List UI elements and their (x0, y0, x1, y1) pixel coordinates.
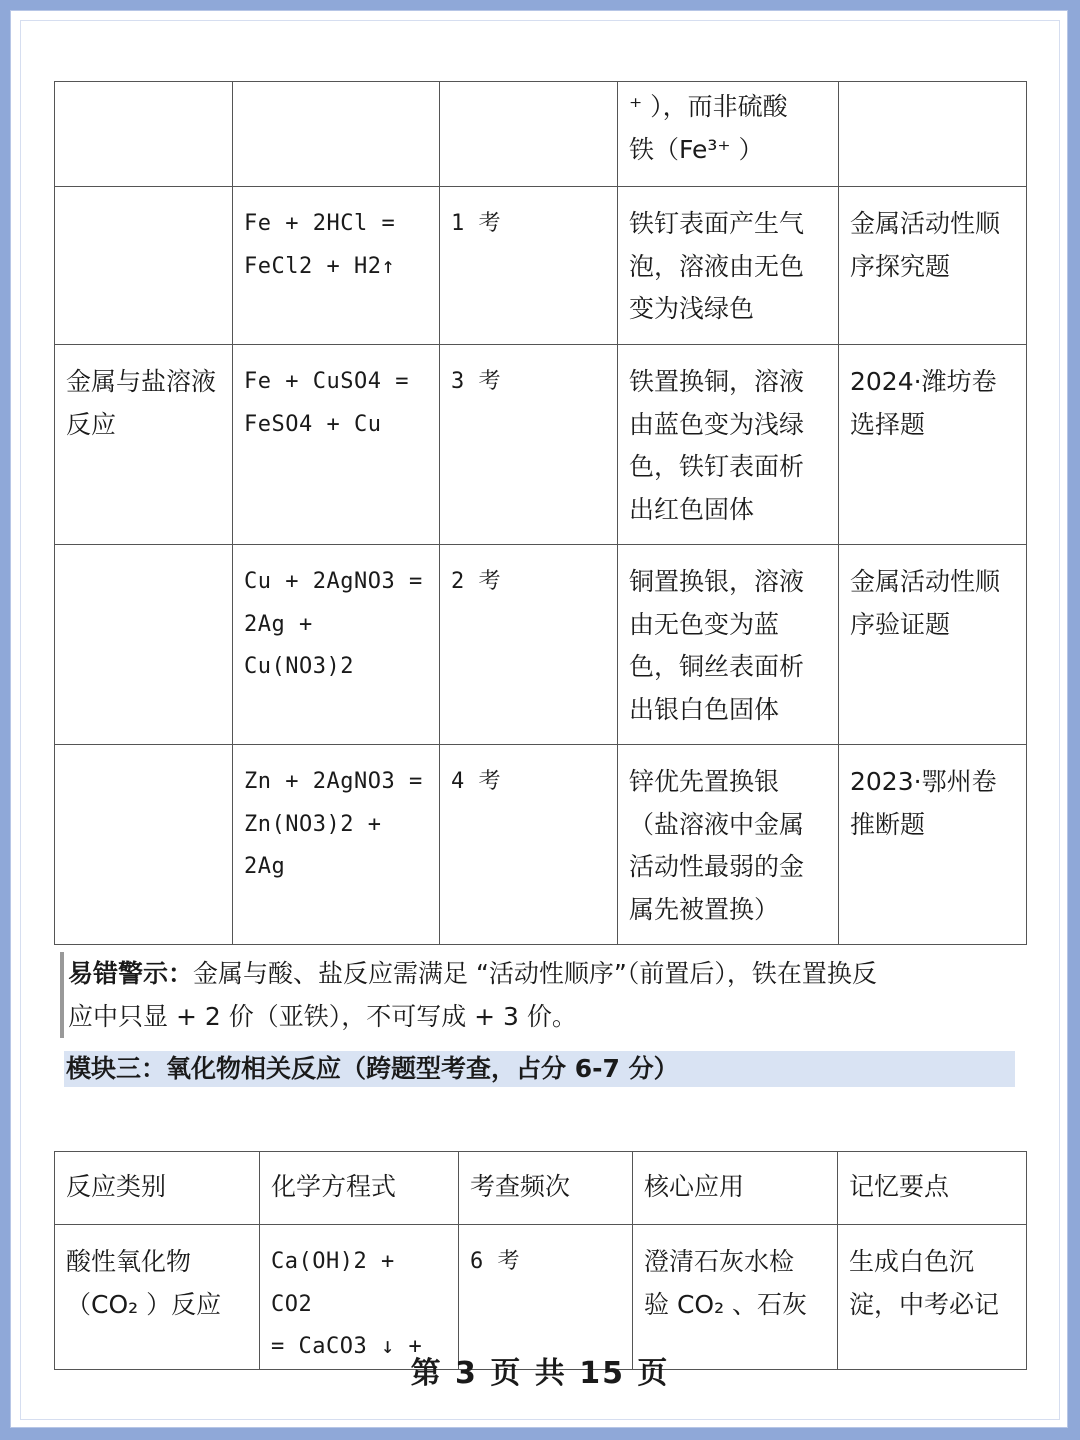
equation-line: Cu(NO3)2 (244, 654, 354, 679)
header-cell-memory: 记忆要点 (838, 1152, 1027, 1225)
application-line: 色，铁钉表面析 (629, 452, 805, 481)
memory-cell (839, 187, 1027, 345)
memory-line: 序验证题 (850, 609, 951, 639)
table-row (55, 545, 1027, 745)
equation-cell (233, 345, 440, 545)
category-line: （CO₂ ）反应 (66, 1289, 222, 1319)
application-line: 活动性最弱的金 (629, 852, 805, 881)
equation-cell (233, 745, 440, 945)
memory-line: 2024·潍坊卷 (850, 367, 997, 396)
equation-line: = CaCO3 ↓ + (271, 1334, 423, 1359)
application-line: 铁置换铜，溶液 (629, 367, 805, 396)
application-line: （盐溶液中金属 (629, 809, 805, 839)
header-cell-equation: 化学方程式 (260, 1152, 459, 1225)
application-cell (618, 745, 839, 945)
memory-line: 金属活动性顺 (850, 567, 1001, 596)
application-cell (618, 82, 839, 187)
equation-line: FeCl2 + H2↑ (244, 253, 396, 279)
equation-line: Fe + 2HCl = (244, 211, 396, 236)
table-row (55, 345, 1027, 545)
reaction-table-metals (54, 81, 1027, 945)
frequency-cell: 1 考 (440, 187, 618, 345)
memory-line: 淀，中考必记 (849, 1289, 1000, 1319)
memory-line: 推断题 (850, 809, 926, 839)
equation-line: Fe + CuSO4 = (244, 369, 409, 394)
warning-line: 应中只显 + 2 价（亚铁），不可写成 + 3 价。 (68, 1002, 577, 1031)
category-cell (55, 745, 233, 945)
table-row (55, 82, 1027, 187)
application-line: 变为浅绿色 (629, 294, 755, 323)
memory-cell (839, 82, 1027, 187)
reaction-table-oxides (54, 1151, 1027, 1370)
application-line: 铁（Fe³⁺ ） (629, 134, 764, 164)
application-line: 出银白色固体 (629, 694, 780, 724)
module-heading: 模块三：氧化物相关反应（跨题型考查，占分 6-7 分） (64, 1051, 1015, 1087)
application-cell (618, 345, 839, 545)
warning-line (68, 952, 1028, 995)
warning-label: 易错警示： (68, 959, 194, 988)
equation-cell (233, 545, 440, 745)
equation-cell (233, 187, 440, 345)
application-line: 出红色固体 (629, 494, 755, 524)
memory-line: 金属活动性顺 (850, 209, 1001, 238)
frequency-cell (440, 82, 618, 187)
application-cell (618, 545, 839, 745)
application-line: 由无色变为蓝 (629, 609, 780, 639)
memory-line: 选择题 (850, 409, 926, 439)
application-line: 验 CO₂ 、石灰 (644, 1289, 808, 1319)
application-line: 锌优先置换银 (629, 767, 780, 796)
equation-line: Zn(NO3)2 + (244, 811, 382, 837)
equation-cell (233, 82, 440, 187)
error-warning-note (60, 952, 1028, 1038)
memory-cell (839, 745, 1027, 945)
application-line: 泡，溶液由无色 (629, 251, 805, 281)
frequency-cell: 3 考 (440, 345, 618, 545)
application-cell (618, 187, 839, 345)
equation-line: Zn + 2AgNO3 = (244, 769, 423, 794)
application-line: 色，铜丝表面析 (629, 652, 805, 681)
header-cell-frequency: 考查频次 (459, 1152, 633, 1225)
category-cell (55, 187, 233, 345)
header-cell-application: 核心应用 (633, 1152, 838, 1225)
category-cell: 金属与盐溶液反应 (55, 345, 233, 545)
table-row (55, 187, 1027, 345)
equation-line: 2Ag (244, 854, 286, 879)
application-line: 铁钉表面产生气 (629, 209, 805, 238)
memory-cell (839, 545, 1027, 745)
category-cell (55, 82, 233, 187)
memory-line: 生成白色沉 (849, 1247, 975, 1276)
warning-text: 金属与酸、盐反应需满足 “活动性顺序”（前置后），铁在置换反 (193, 959, 877, 988)
table-row (55, 745, 1027, 945)
table-header-row (55, 1152, 1027, 1225)
equation-line: 2Ag + (244, 611, 313, 637)
category-line: 酸性氧化物 (66, 1247, 192, 1276)
application-line: 属先被置换） (629, 894, 780, 924)
header-cell-category: 反应类别 (55, 1152, 260, 1225)
application-line: 澄清石灰水检 (644, 1247, 795, 1276)
frequency-cell: 2 考 (440, 545, 618, 745)
frequency-cell: 6 考 (459, 1225, 633, 1370)
equation-line: Cu + 2AgNO3 = (244, 569, 423, 594)
page-number-footer: 第 3 页 共 15 页 (410, 1356, 670, 1391)
application-line: ⁺ ），而非硫酸 (629, 92, 788, 121)
memory-cell (839, 345, 1027, 545)
memory-line: 序探究题 (850, 251, 951, 281)
equation-line: FeSO4 + Cu (244, 411, 382, 437)
frequency-cell: 4 考 (440, 745, 618, 945)
category-cell (55, 545, 233, 745)
equation-line: Ca(OH)2 + CO2 (271, 1249, 395, 1317)
application-line: 铜置换银，溶液 (629, 567, 805, 596)
memory-line: 2023·鄂州卷 (850, 767, 997, 796)
application-line: 由蓝色变为浅绿 (629, 409, 805, 439)
